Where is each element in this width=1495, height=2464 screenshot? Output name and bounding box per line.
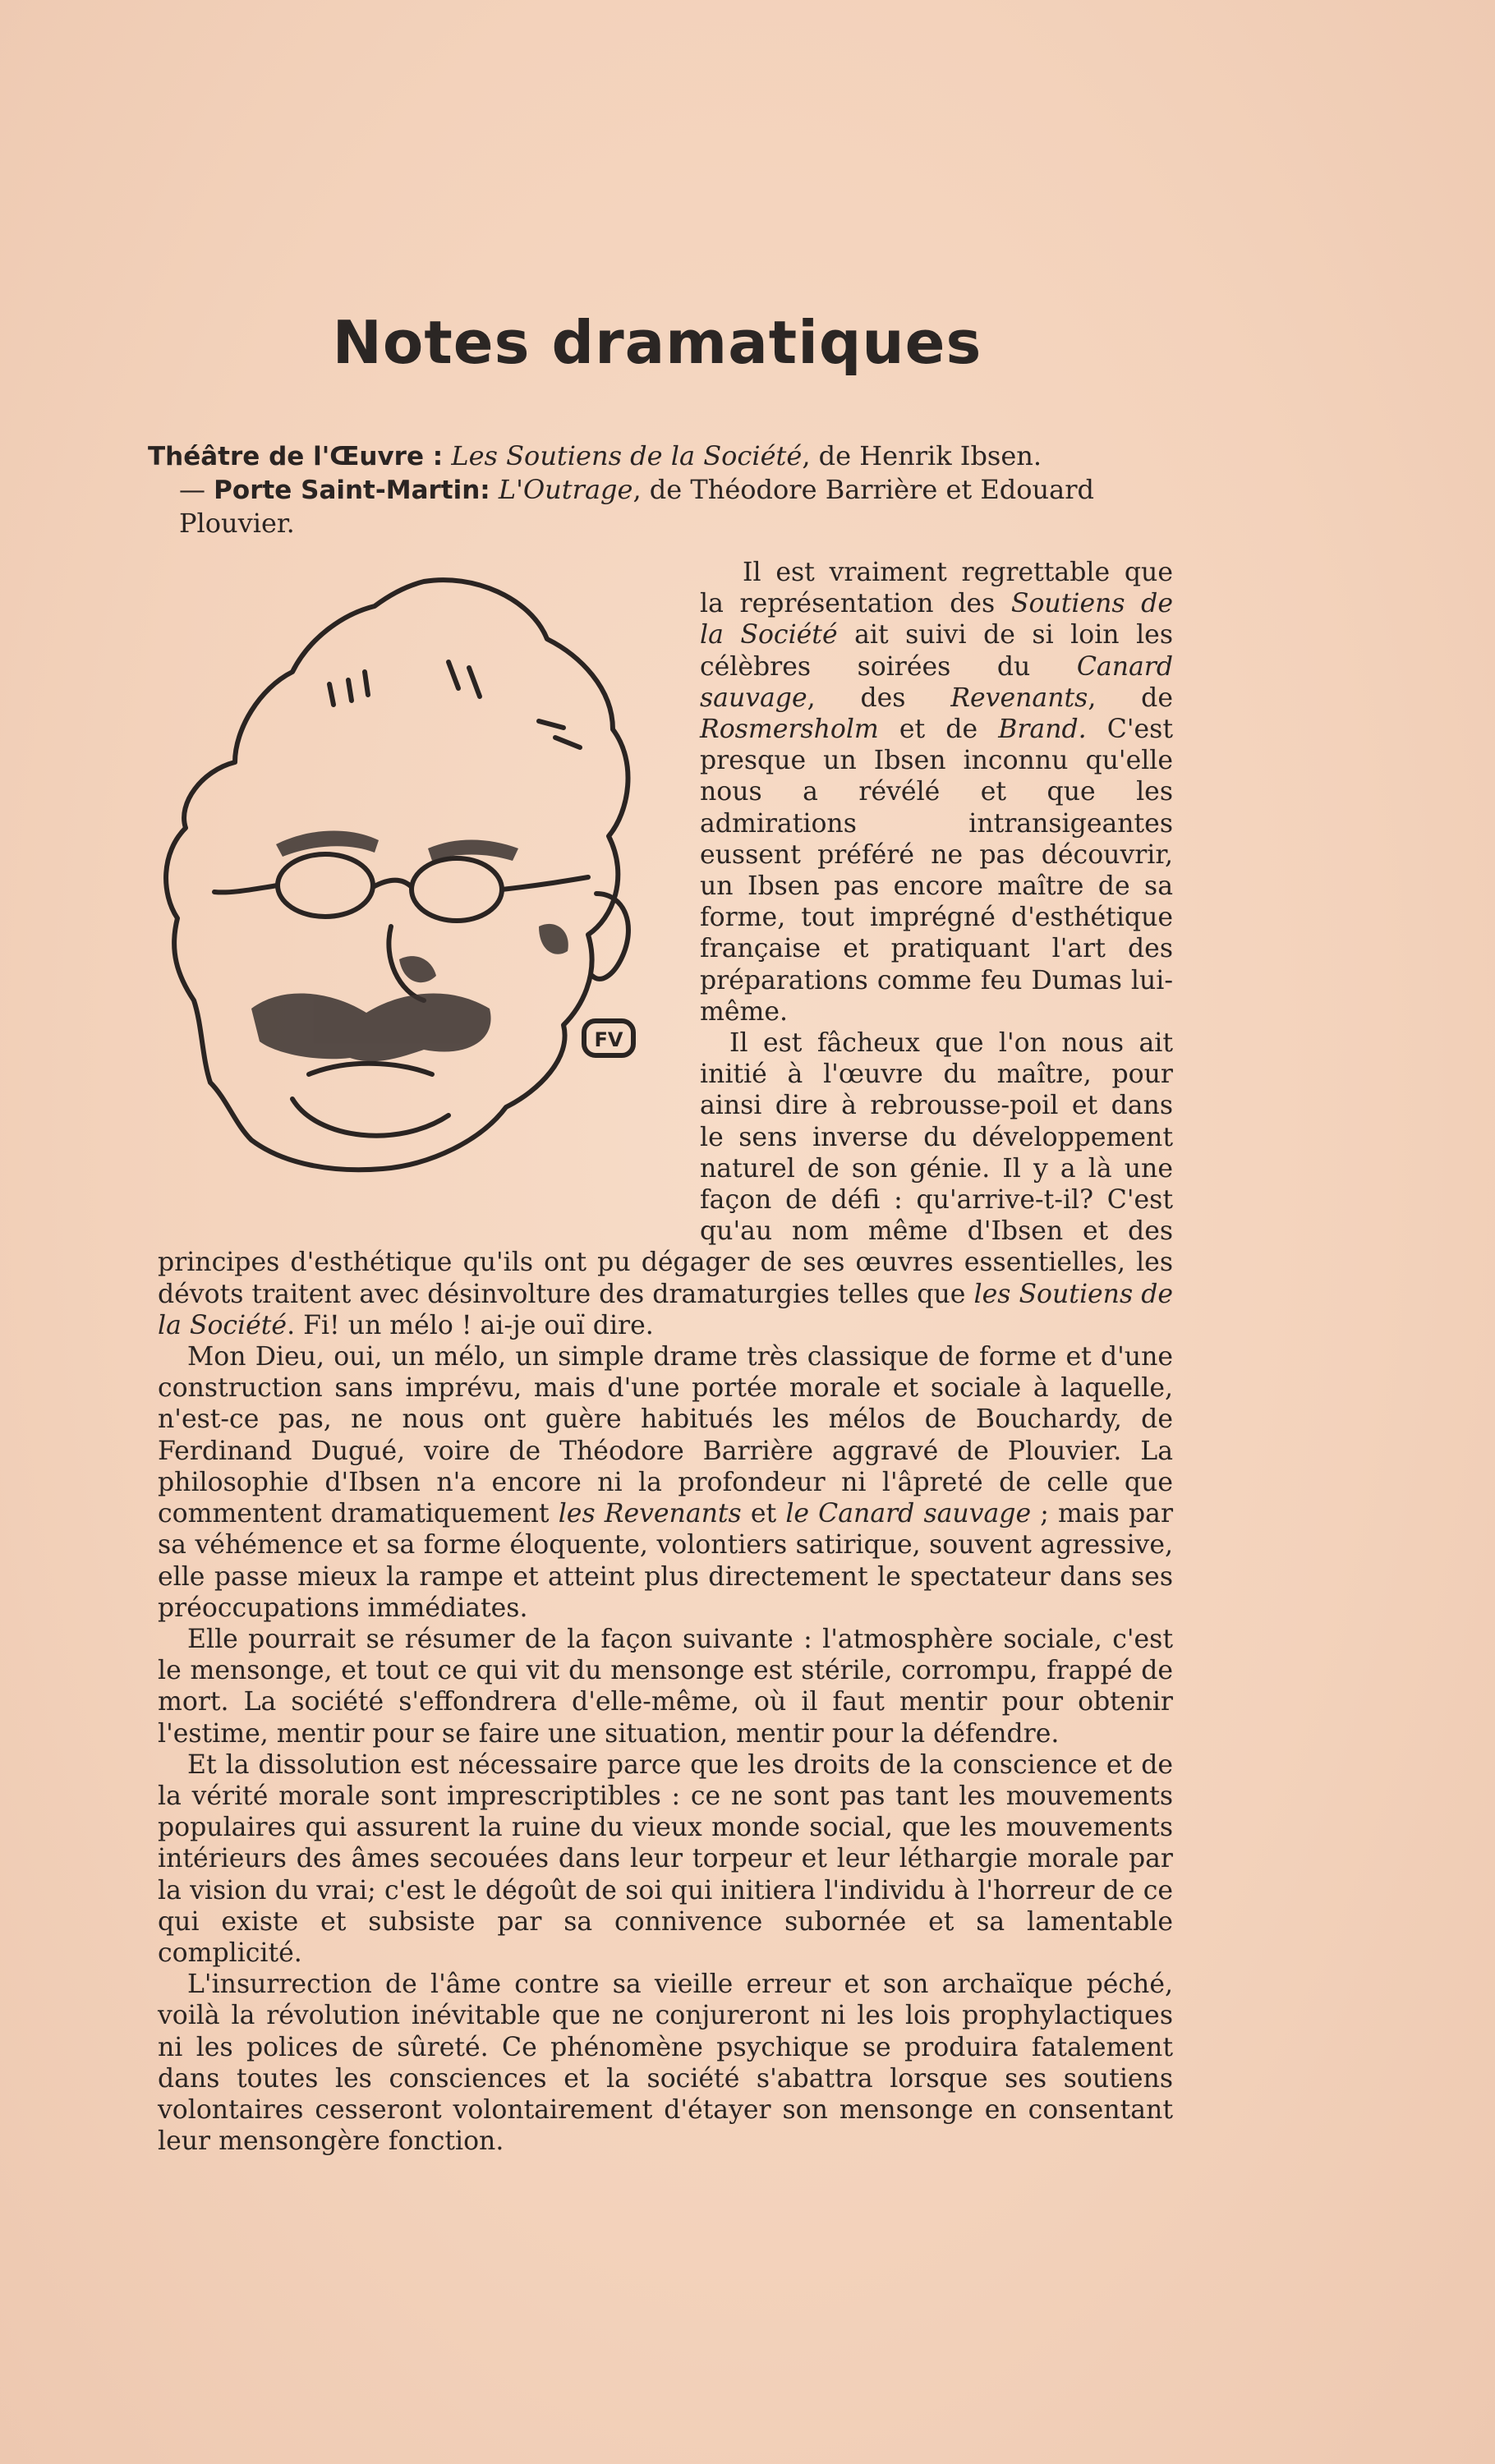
- paragraph-1: Il est vraiment regrettable que la représentation des Soutiens de la Société ait suivi de si loin les célèbres soirées du Canard sauvage, des Revenants, de Rosmersholm et de Brand. C'est presque un Ibsen inconnu qu'elle nous a révélé et que les admirations intransigeantes eussent préféré ne pas découvrir, un Ibsen pas encore maître de sa forme, tout imprégné d'esthétique française et pratiquant l'art des préparations comme feu Dumas lui-même.: [700, 558, 1173, 1027]
- paragraph-2: Il est fâcheux que l'on nous ait initié à l'œuvre du maître, pour ainsi dire à rebrousse-poil et dans le sens inverse du développement naturel de son génie. Il y a là une façon de défi : qu'arrive-t-il? C'est qu'au nom même d'Ibsen et des principes d'esthétique qu'ils ont pu dégager de ses œuvres essentielles, les dévots traitent avec désinvolture des dramaturgies telles que les Soutiens de la Société. Fi! un mélo ! ai-je ouï dire.: [158, 1028, 1173, 1340]
- paragraph-6: L'insurrection de l'âme contre sa vieille erreur et son archaïque péché, voilà la révolution inévitable que ne conjureront ni les lois prophylactiques ni les polices de sûreté. Ce phénomène psychique se produira fatalement dans toutes les consciences et la société s'abattra lorsque ses soutiens volontaires cesseront volontairement d'étayer son mensonge en consentant leur mensongère fonction.: [158, 1970, 1173, 2157]
- venue-porte-saint-martin: Porte Saint-Martin:: [214, 476, 490, 505]
- venue-oeuvre: Théâtre de l'Œuvre :: [148, 442, 444, 471]
- ibsen-caricature-illustration: [158, 557, 683, 1232]
- paragraph-5: Et la dissolution est nécessaire parce que les droits de la conscience et de la vérité morale sont imprescriptibles : ce ne sont pas tant les mouvements populaires qui assurent la ruine du vieux monde social, que les mouvements intérieurs des âmes secouées dans leur torpeur et leur léthargie morale par la vision du vrai; c'est le dégoût de soi qui initiera l'individu à l'horreur de ce qui existe et subsiste par sa connivence subornée et sa lamentable complicité.: [158, 1749, 1173, 1968]
- play-title-soutiens: Les Soutiens de la Société: [451, 440, 803, 471]
- author-barriere: , de Théodore Barrière et Edouard: [632, 474, 1094, 505]
- paragraph-3: Mon Dieu, oui, un mélo, un simple drame très classique de forme et d'une construction sans imprévu, mais d'une portée morale et sociale à laquelle, n'est-ce pas, ne nous ont guère habitués les mélos de Bouchardy, de Ferdinand Dugué, voire de Théodore Barrière aggravé de Plouvier. La philosophie d'Ibsen n'a encore ni la profondeur ni l'âpreté de celle que commentent dramatiquement les Revenants et le Canard sauvage ; mais par sa véhémence et sa forme éloquente, volontiers satirique, souvent agressive, elle passe mieux la rampe et atteint plus directement le spectateur dans ses préoccupations immédiates.: [158, 1342, 1174, 1623]
- article-body: [158, 557, 1173, 2157]
- review-heading: Théâtre de l'Œuvre : Les Soutiens de la Société, de Henrik Ibsen. — Porte Saint-Martin: L'Outrage, de Théodore Barrière et Edouard Plouvier.: [148, 439, 1183, 540]
- monogram-fv: FV: [594, 1028, 623, 1051]
- author-ibsen: , de Henrik Ibsen.: [802, 440, 1042, 471]
- play-title-outrage: L'Outrage: [498, 474, 633, 505]
- paragraph-4: Elle pourrait se résumer de la façon suivante : l'atmosphère sociale, c'est le mensonge, et tout ce qui vit du mensonge est stérile, corrompu, frappé de mort. La société s'effondrera d'elle-même, où il faut mentir pour obtenir l'estime, mentir pour se faire une situation, mentir pour la défendre.: [158, 1624, 1173, 1749]
- page-title: Notes dramatiques: [332, 308, 982, 377]
- caricature-drawing: [153, 565, 678, 1206]
- author-plouvier: Plouvier.: [179, 508, 295, 539]
